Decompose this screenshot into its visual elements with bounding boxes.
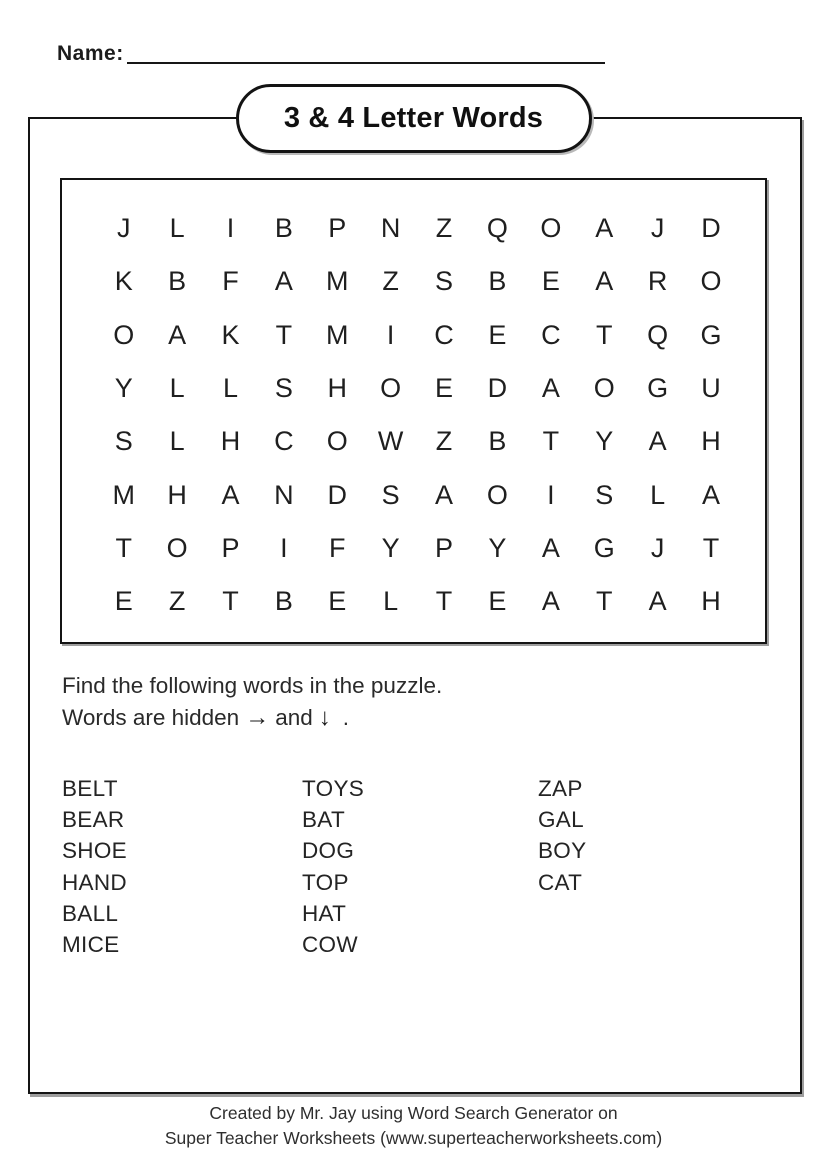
grid-cell-letter: Y xyxy=(114,373,133,404)
grid-cell-letter: F xyxy=(222,266,239,297)
grid-cell-letter: W xyxy=(377,426,404,457)
grid-cell-letter: E xyxy=(488,586,507,617)
grid-cell-letter: Z xyxy=(382,266,399,297)
grid-cell-letter: N xyxy=(380,213,401,244)
grid-cell-letter: C xyxy=(434,319,454,350)
instructions-line2 xyxy=(62,702,442,734)
grid-cell-letter: B xyxy=(168,266,187,297)
grid-cell-letter: R xyxy=(647,266,668,297)
grid-cell-letter: B xyxy=(488,266,507,297)
grid-cell-letter: S xyxy=(114,426,133,457)
grid-cell-letter: I xyxy=(386,319,395,350)
grid-cell-letter: A xyxy=(274,266,293,297)
grid-cell-letter: E xyxy=(328,586,347,617)
word-item: TOP xyxy=(302,869,349,895)
grid-cell-letter: M xyxy=(326,266,349,297)
word-item: BAT xyxy=(302,807,345,833)
word-column xyxy=(302,773,364,960)
word-item: MICE xyxy=(62,932,120,958)
grid-cell-letter: Z xyxy=(435,213,453,244)
instructions-line1: Find the following words in the puzzle. xyxy=(62,673,443,698)
word-item: BOY xyxy=(538,838,587,864)
grid-cell-letter: B xyxy=(488,426,507,457)
grid-cell-letter: H xyxy=(167,479,187,510)
grid-cell-letter: I xyxy=(280,532,288,563)
grid-cell-letter: J xyxy=(650,532,665,563)
word-item: SHOE xyxy=(62,838,127,864)
instructions-line2-suffix: . xyxy=(342,705,349,730)
grid-cell-letter: O xyxy=(166,532,188,563)
grid-cell-letter: K xyxy=(114,266,133,297)
grid-cell-letter: I xyxy=(226,213,235,244)
grid-cell-letter: A xyxy=(648,426,667,457)
instructions xyxy=(62,670,442,734)
grid-cell-letter: Z xyxy=(168,586,186,617)
grid-cell-letter: O xyxy=(486,479,508,510)
word-item: BELT xyxy=(62,776,118,801)
grid-cell-letter: P xyxy=(435,532,454,563)
word-item: BEAR xyxy=(62,807,125,833)
word-column xyxy=(62,773,127,960)
instructions-line2-prefix: Words are hidden xyxy=(62,705,240,730)
footer-line1: Created by Mr. Jay using Word Search Generator on xyxy=(209,1103,618,1123)
word-item: ZAP xyxy=(538,776,583,801)
grid-cell-letter: L xyxy=(650,479,666,510)
grid-cell-letter: K xyxy=(221,319,240,350)
grid-cell-letter: E xyxy=(114,586,133,617)
grid-cell-letter: L xyxy=(383,586,399,617)
name-label: Name: xyxy=(57,42,124,65)
grid-cell-letter: T xyxy=(115,532,132,563)
grid-cell-letter: T xyxy=(435,586,453,617)
title-pill xyxy=(236,84,592,153)
grid-cell-letter: S xyxy=(435,266,454,297)
grid-cell-letter: B xyxy=(274,586,293,617)
grid-cell-letter: G xyxy=(593,532,615,563)
word-item: GAL xyxy=(538,807,584,833)
grid-cell-letter: Y xyxy=(381,532,400,563)
page-title: 3 & 4 Letter Words xyxy=(283,102,544,134)
grid-cell-letter: Z xyxy=(435,426,453,457)
grid-cell-letter: Q xyxy=(486,213,508,244)
grid-cell-letter: D xyxy=(327,479,347,510)
word-item: HAT xyxy=(302,900,347,926)
grid-cell-letter: Y xyxy=(488,532,507,563)
word-item: DOG xyxy=(302,838,355,864)
word-list xyxy=(0,773,827,973)
instructions-and: and xyxy=(275,705,313,730)
grid-cell-letter: O xyxy=(113,319,135,350)
grid-cell-letter: T xyxy=(542,426,560,457)
grid-cell-letter: B xyxy=(274,213,293,244)
grid-cell-letter: A xyxy=(541,586,560,617)
grid-cell-letter: C xyxy=(274,426,294,457)
grid-cell-letter: J xyxy=(650,213,665,244)
grid-cell-letter: E xyxy=(435,373,454,404)
grid-cell-letter: L xyxy=(222,373,238,404)
grid-cell-letter: L xyxy=(169,373,185,404)
grid-cell-letter: P xyxy=(221,532,240,563)
name-underline xyxy=(127,40,605,64)
grid-cell-letter: M xyxy=(112,479,135,510)
grid-cell-letter: F xyxy=(329,532,346,563)
grid-cell-letter: A xyxy=(595,213,614,244)
grid-cell-letter: T xyxy=(275,319,293,350)
grid-cell-letter: O xyxy=(540,213,562,244)
grid-cell-letter: Q xyxy=(647,319,669,350)
grid-cell-letter: H xyxy=(701,426,721,457)
grid-cell-letter: A xyxy=(221,479,240,510)
grid-cell-letter: C xyxy=(541,319,561,350)
grid-cell-letter: O xyxy=(700,266,722,297)
grid-cell-letter: O xyxy=(326,426,348,457)
right-arrow-icon: → xyxy=(245,704,270,731)
grid-cell-letter: D xyxy=(701,213,721,244)
grid-cell-letter: S xyxy=(595,479,614,510)
grid-cell-letter: E xyxy=(488,319,507,350)
grid-cell-letter: A xyxy=(648,586,667,617)
word-search-grid xyxy=(97,202,738,628)
word-item: COW xyxy=(302,932,358,958)
footer-line2: Super Teacher Worksheets (www.superteacherworksheets.com) xyxy=(164,1128,663,1148)
grid-cell-letter: J xyxy=(116,213,131,244)
grid-cell-letter: L xyxy=(169,426,185,457)
word-item: CAT xyxy=(538,869,583,895)
grid-cell-letter: T xyxy=(222,586,239,617)
grid-cell-letter: A xyxy=(541,532,560,563)
word-item: BALL xyxy=(62,900,119,926)
grid-cell-letter: H xyxy=(220,426,241,457)
grid-cell-letter: D xyxy=(487,373,508,404)
word-item: HAND xyxy=(62,869,127,895)
grid-cell-letter: G xyxy=(647,373,669,404)
word-item: TOYS xyxy=(302,776,365,801)
grid-box xyxy=(60,178,767,644)
grid-cell-letter: N xyxy=(274,479,294,510)
grid-cell-letter: Y xyxy=(595,426,614,457)
grid-cell-letter: T xyxy=(595,319,613,350)
grid-cell-letter: I xyxy=(547,479,555,510)
grid-cell-letter: T xyxy=(702,532,720,563)
grid-cell-letter: T xyxy=(595,586,613,617)
grid-cell-letter: A xyxy=(595,266,614,297)
grid-cell-letter: A xyxy=(168,319,187,350)
grid-cell-letter: H xyxy=(701,586,721,617)
grid-cell-letter: M xyxy=(326,319,349,350)
down-arrow-icon: ↓ xyxy=(318,704,331,731)
grid-cell-letter: G xyxy=(700,319,722,350)
footer xyxy=(0,1101,827,1151)
grid-cell-letter: H xyxy=(327,373,347,404)
grid-cell-letter: S xyxy=(381,479,400,510)
word-column xyxy=(538,773,586,898)
grid-cell-letter: A xyxy=(701,479,720,510)
grid-cell-letter: E xyxy=(541,266,560,297)
grid-cell-letter: L xyxy=(169,213,185,244)
grid-cell-letter: A xyxy=(541,373,560,404)
grid-cell-letter: P xyxy=(328,213,347,244)
grid-cell-letter: A xyxy=(435,479,454,510)
grid-cell-letter: O xyxy=(380,373,402,404)
grid-cell-letter: U xyxy=(701,373,721,404)
grid-cell-letter: S xyxy=(274,373,293,404)
grid-cell-letter: O xyxy=(593,373,615,404)
